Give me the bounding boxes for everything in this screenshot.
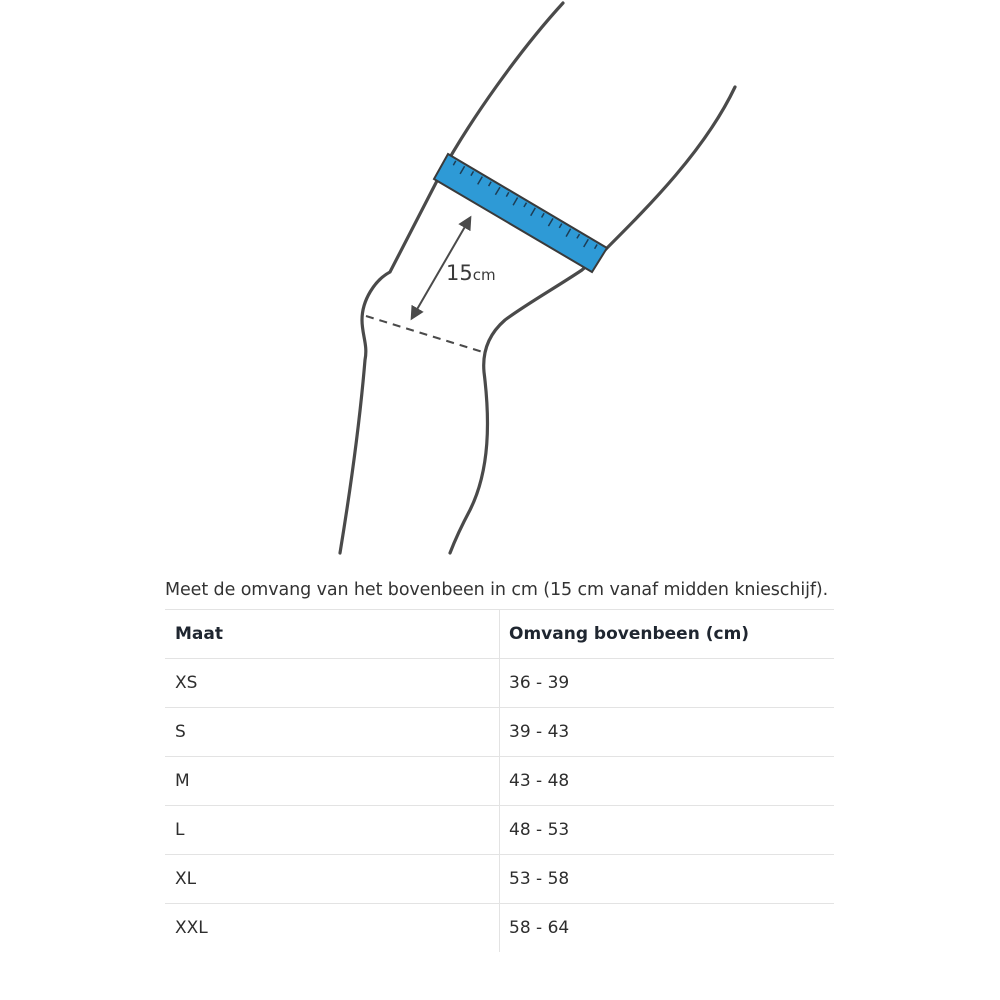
measuring-tape bbox=[434, 154, 607, 272]
table-row bbox=[165, 708, 834, 757]
table-row bbox=[165, 757, 834, 806]
table-row bbox=[165, 659, 834, 708]
table-header-row bbox=[165, 610, 834, 659]
size-chart-table bbox=[165, 609, 834, 952]
size-cell: S bbox=[165, 708, 500, 757]
size-cell: XXL bbox=[165, 904, 500, 953]
measurement-instruction: Meet de omvang van het bovenbeen in cm (15 cm vanaf midden knieschijf). bbox=[165, 580, 829, 600]
range-cell: 58 - 64 bbox=[509, 918, 570, 938]
distance-label: 15cm bbox=[446, 261, 496, 285]
table-row bbox=[165, 855, 834, 904]
range-cell: 39 - 43 bbox=[500, 708, 835, 757]
knee-center-dashed-line bbox=[366, 316, 486, 353]
header-circumference: Omvang bovenbeen (cm) bbox=[500, 610, 835, 659]
table-row bbox=[165, 806, 834, 855]
range-cell: 36 - 39 bbox=[500, 659, 835, 708]
size-cell: L bbox=[165, 806, 500, 855]
size-cell: M bbox=[165, 757, 500, 806]
size-cell: XS bbox=[165, 659, 500, 708]
header-size: Maat bbox=[165, 610, 500, 659]
range-cell: 48 - 53 bbox=[500, 806, 835, 855]
table-row bbox=[165, 904, 834, 953]
range-cell: 53 - 58 bbox=[500, 855, 835, 904]
range-cell: 43 - 48 bbox=[500, 757, 835, 806]
leg-outline-right bbox=[450, 87, 735, 553]
size-cell: XL bbox=[165, 855, 500, 904]
distance-unit: cm bbox=[472, 266, 496, 284]
